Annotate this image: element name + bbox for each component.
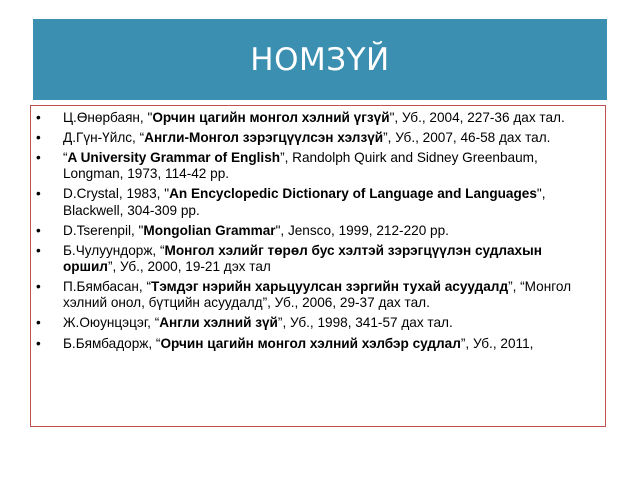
reference-text: ", Уб., 2004, 227-36 дах тал. — [389, 110, 565, 125]
bullet-icon: • — [36, 315, 41, 331]
reference-text: Ц.Өнөрбаян, " — [63, 110, 153, 125]
bullet-icon: • — [36, 130, 41, 146]
bullet-icon: • — [36, 110, 41, 125]
reference-title: Англи хэлний зүй — [159, 315, 278, 331]
reference-item — [36, 279, 596, 311]
reference-item — [36, 186, 596, 218]
reference-item — [36, 223, 596, 239]
reference-title: Орчин цагийн монгол хэлний үгзүй — [152, 110, 390, 125]
bullet-icon: • — [36, 242, 41, 258]
reference-title: Орчин цагийн монгол хэлний хэлбэр судлал — [160, 335, 461, 351]
reference-item — [36, 315, 596, 331]
bullet-icon: • — [36, 335, 41, 351]
reference-text: ”, Уб., 2007, 46-58 дах тал. — [383, 130, 551, 146]
reference-text: D.Crystal, 1983, " — [63, 186, 170, 202]
reference-item — [36, 243, 596, 275]
reference-title: An Encyclopedic Dictionary of Language and Languages — [169, 186, 537, 202]
reference-title: Монгол хэлийг төрөл бус хэлтэй зэрэгцүүлэн судлахын оршил — [63, 242, 542, 275]
reference-text: “ — [63, 150, 68, 166]
title-bar — [33, 19, 607, 100]
reference-text: ”, Уб., 2011, — [460, 335, 534, 351]
reference-text: ”, Randolph Quirk and Sidney Greenbaum, Longman, 1973, 114-42 pp. — [63, 150, 538, 182]
reference-title: Англи-Монгол зэрэгцүүлсэн хэлзүй — [144, 130, 384, 146]
reference-text: ”, Уб., 2000, 19-21 дэх тал — [107, 259, 271, 275]
bullet-icon: • — [36, 186, 41, 202]
reference-item — [36, 150, 596, 182]
reference-item — [36, 130, 596, 146]
reference-text: ”, Уб., 1998, 341-57 дах тал. — [277, 315, 453, 331]
reference-item — [36, 336, 596, 352]
reference-title: Тэмдэг нэрийн харьцуулсан зэргийн тухай асуудалд — [151, 279, 509, 295]
references-list — [36, 110, 596, 356]
reference-text: Б.Бямбадорж, “ — [63, 335, 161, 351]
bullet-icon: • — [36, 279, 41, 295]
bullet-icon: • — [36, 150, 41, 166]
reference-text: ”, “Монгол хэлний онол, бүтцийн асуудалд”, Уб., 2006, 29-37 дах тал. — [63, 279, 572, 311]
reference-text: Д.Гүн-Үйлс, “ — [63, 130, 145, 146]
reference-item — [36, 110, 596, 126]
reference-text: D.Tserenpil, " — [63, 222, 144, 238]
slide-title: НОМЗҮЙ — [250, 41, 390, 78]
reference-title: Mongolian Grammar — [143, 222, 276, 238]
reference-text: П.Бямбасан, “ — [63, 279, 152, 295]
reference-text: ", Jensco, 1999, 212-220 pp. — [275, 222, 449, 238]
reference-text: Б.Чулуундорж, “ — [63, 242, 165, 258]
reference-text: ", Blackwell, 304-309 pp. — [63, 186, 546, 218]
reference-title: A University Grammar of English — [67, 150, 281, 166]
reference-text: Ж.Оюунцэцэг, “ — [63, 315, 160, 331]
bullet-icon: • — [36, 222, 41, 238]
